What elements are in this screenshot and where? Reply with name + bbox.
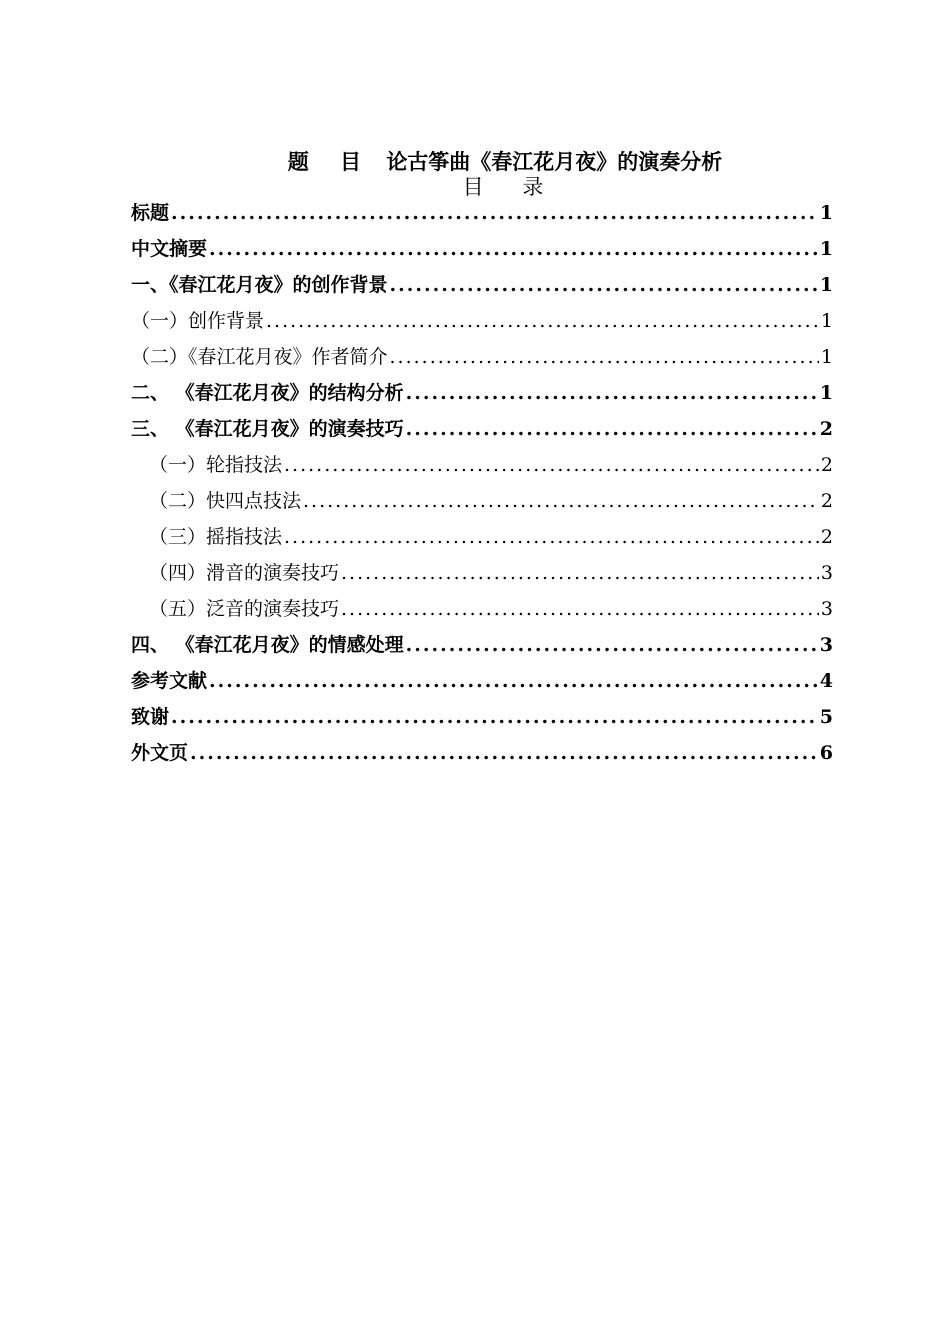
toc-heading: 目 录 <box>462 175 560 199</box>
toc-leader-dots <box>284 519 819 555</box>
toc-leader-dots <box>209 231 818 267</box>
toc-entry-page: 1 <box>819 274 833 296</box>
toc-entry-title: （五）泛音的演奏技巧 <box>149 598 340 620</box>
toc-entry-page: 2 <box>820 526 833 548</box>
toc-entry[interactable] <box>131 663 833 699</box>
toc-entry-title: （三）摇指技法 <box>149 526 283 548</box>
toc-leader-dots <box>406 411 818 447</box>
toc-entry-title: 参考文献 <box>131 670 208 692</box>
toc-entry-title: 中文摘要 <box>131 238 208 260</box>
toc-entry-page: 1 <box>820 346 833 368</box>
toc-leader-dots <box>406 627 818 663</box>
toc-leader-dots <box>303 483 819 519</box>
toc-entry-page: 6 <box>819 742 833 764</box>
toc-entry-title: 一、《春江花月夜》的创作背景 <box>131 274 388 296</box>
toc-leader-dots <box>190 735 818 771</box>
toc-leader-dots <box>341 555 819 591</box>
toc-entry[interactable] <box>131 627 833 663</box>
toc-leader-dots <box>284 447 819 483</box>
toc-entry-title: （二）快四点技法 <box>149 490 302 512</box>
toc-entry[interactable] <box>131 195 833 231</box>
toc-entry-page: 5 <box>819 706 833 728</box>
toc-entry-title: 四、 《春江花月夜》的情感处理 <box>131 634 404 656</box>
toc-entry-title: （四）滑音的演奏技巧 <box>149 562 340 584</box>
toc-entry-page: 3 <box>820 562 833 584</box>
toc-entry-page: 4 <box>819 670 833 692</box>
toc-entry-title: 三、 《春江花月夜》的演奏技巧 <box>131 418 404 440</box>
toc-leader-dots <box>390 267 818 303</box>
toc-entry[interactable] <box>131 699 833 735</box>
toc-leader-dots <box>171 699 818 735</box>
toc-entry[interactable] <box>131 411 833 447</box>
toc-entry-page: 2 <box>820 490 833 512</box>
toc-leader-dots <box>209 663 818 699</box>
toc-entry[interactable] <box>131 303 833 339</box>
toc-entry[interactable] <box>131 555 833 591</box>
toc-entry[interactable] <box>131 483 833 519</box>
toc-entry-title: 外文页 <box>131 742 189 764</box>
toc-entry-title: 标题 <box>131 202 170 224</box>
toc-entry[interactable] <box>131 375 833 411</box>
table-of-contents <box>131 195 833 771</box>
toc-leader-dots <box>341 591 819 627</box>
toc-entry[interactable] <box>131 591 833 627</box>
toc-leader-dots <box>406 375 818 411</box>
toc-entry-page: 1 <box>819 238 833 260</box>
toc-entry[interactable] <box>131 231 833 267</box>
toc-entry-page: 3 <box>820 598 833 620</box>
toc-entry-page: 1 <box>819 202 833 224</box>
toc-entry-page: 2 <box>819 418 833 440</box>
toc-entry[interactable] <box>131 339 833 375</box>
toc-entry-page: 1 <box>819 382 833 404</box>
toc-entry-page: 1 <box>820 310 833 332</box>
toc-entry-page: 3 <box>819 634 833 656</box>
title-label: 题 目 <box>287 150 373 174</box>
toc-leader-dots <box>266 303 819 339</box>
toc-entry-page: 2 <box>820 454 833 476</box>
toc-entry[interactable] <box>131 267 833 303</box>
title-text: 论古筝曲《春江花月夜》的演奏分析 <box>386 150 723 174</box>
toc-leader-dots <box>171 195 818 231</box>
toc-entry-title: （一）轮指技法 <box>149 454 283 476</box>
toc-entry[interactable] <box>131 519 833 555</box>
toc-entry[interactable] <box>131 735 833 771</box>
toc-leader-dots <box>390 339 819 375</box>
toc-entry-title: 致谢 <box>131 706 170 728</box>
toc-entry-title: （一）创作背景 <box>131 310 265 332</box>
toc-entry-title: （二）《春江花月夜》作者简介 <box>131 346 388 368</box>
toc-entry[interactable] <box>131 447 833 483</box>
toc-entry-title: 二、 《春江花月夜》的结构分析 <box>131 382 404 404</box>
